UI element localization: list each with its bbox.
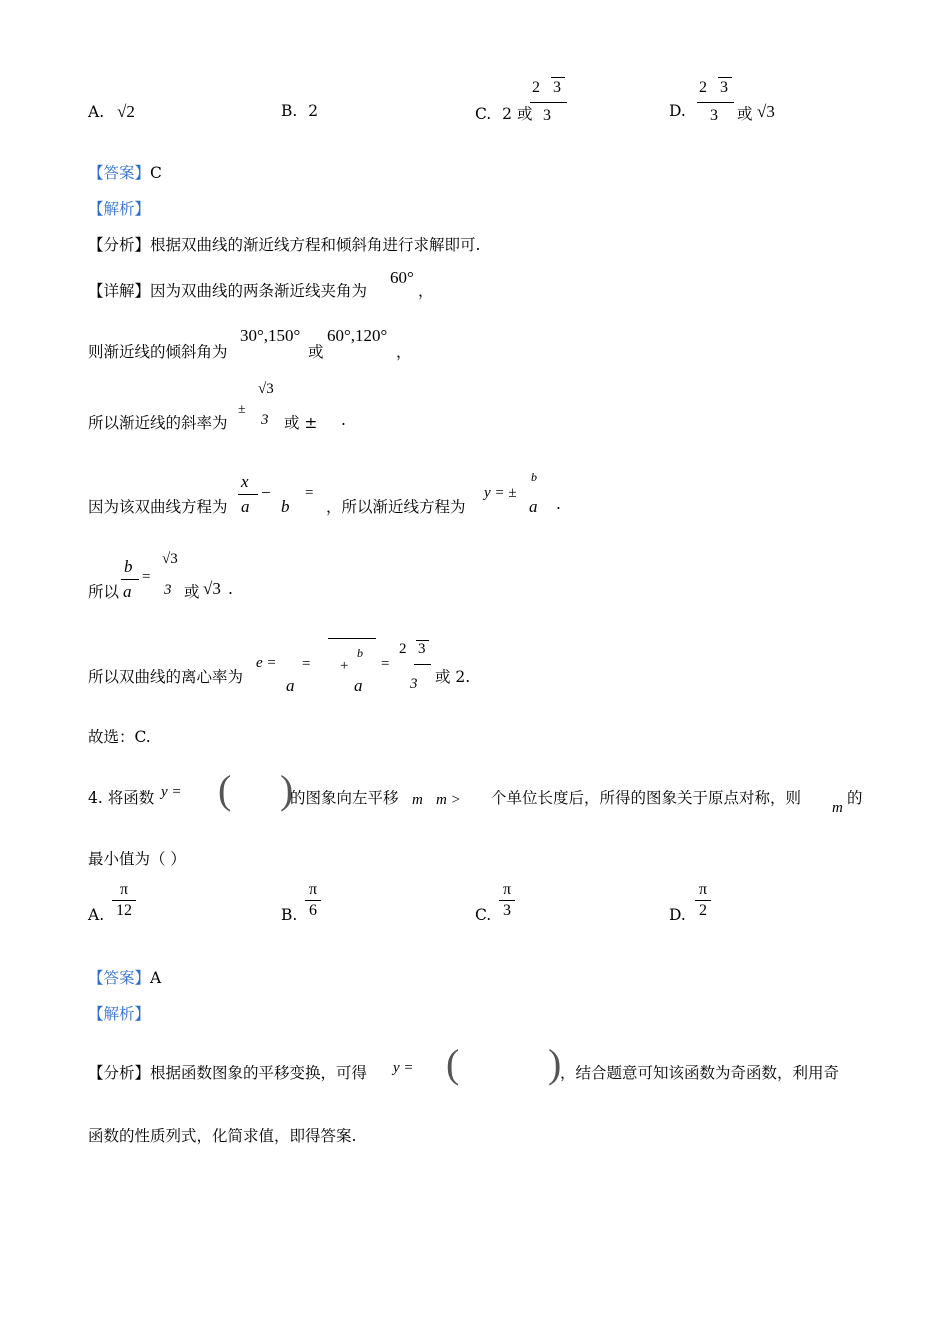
answer-value: A: [150, 969, 162, 987]
q3-line6-b: b: [357, 646, 363, 660]
answer-tag: 【答案】: [88, 969, 151, 987]
q4-option-c-frac: [499, 880, 515, 921]
q3-line6-root-bar: [328, 638, 376, 639]
q3-line4-a: a: [241, 497, 250, 516]
q4-stem-m: m: [412, 792, 423, 808]
q4-fenxi-line: [88, 1061, 367, 1083]
q3-option-d-sqrt-bar: [718, 77, 732, 78]
q3-line5-b: b: [124, 557, 133, 576]
q3-line4-end: .: [556, 495, 561, 513]
q4-option-b-den: 6: [309, 902, 317, 919]
q3-line6-frac-bar: [414, 664, 431, 665]
q4-stem-y: y =: [161, 784, 182, 800]
q3-line4-eq: =: [305, 485, 314, 501]
q3-fenxi-line: [88, 233, 480, 255]
q3-option-b: [281, 102, 318, 120]
q4-stem-b: 的图象向左平移: [290, 789, 399, 807]
q3-line5: 所以: [88, 583, 120, 601]
q3-line4-b2: b: [531, 470, 537, 484]
q3-line6: 所以双曲线的离心率为: [88, 668, 244, 686]
q3-line6-sqrt: 3: [418, 641, 426, 657]
q3-line4-frac-bar-1: [238, 494, 258, 495]
q3-line5-frac-bar: [121, 579, 139, 580]
fenxi-text: 根据双曲线的渐近线方程和倾斜角进行求解即可.: [150, 236, 481, 254]
q4-stem-m2: m: [832, 800, 843, 816]
q4-stem-e: 最小值为（ ）: [88, 850, 186, 868]
q3-option-c-sqrt: 3: [553, 79, 561, 96]
q3-line2: 则渐近线的倾斜角为: [88, 343, 228, 361]
q3-option-c-den: 3: [543, 107, 551, 124]
q3-line5-end: .: [228, 580, 233, 598]
q3-option-d-label: D.: [669, 102, 686, 120]
q4-option-d-den: 2: [699, 902, 707, 919]
q3-line3-den: 3: [261, 412, 269, 428]
q4-fenxi-y: y =: [393, 1060, 414, 1076]
q3-analysis-tag: 【解析】: [88, 200, 151, 218]
q4-stem-d: 的: [847, 789, 863, 807]
q3-line4-minus: −: [261, 483, 271, 502]
q3-line2-or: 或: [308, 343, 324, 361]
q4-option-a-den: 12: [116, 902, 132, 919]
q3-line6-den: 3: [410, 676, 418, 692]
q3-line5-a: a: [123, 582, 132, 601]
q3-line4-mid: ，所以渐近线方程为: [326, 498, 466, 516]
q4-fenxi-text-b: ，结合题意可知该函数为奇函数，利用奇: [560, 1064, 840, 1082]
q3-line3-sqrt: √3: [258, 381, 274, 397]
q4-option-b-label: B.: [281, 906, 298, 924]
q3-line2-math-a: 30°,150°: [240, 326, 301, 345]
q3-line5-val: √3: [203, 579, 221, 598]
q4-answer-line: [88, 966, 161, 988]
q3-line6-num: 2: [399, 641, 407, 657]
q3-line6-plus: +: [340, 658, 349, 674]
q3-option-d-den: 3: [710, 107, 718, 124]
q4-stem-paren-left: (: [218, 767, 232, 812]
q3-option-c-sqrt-bar: [551, 77, 565, 78]
q3-option-d-num: 2: [699, 79, 707, 96]
q4-option-d-frac: [695, 880, 711, 921]
q3-line6-eq1: =: [302, 656, 311, 672]
q3-answer-line: [88, 161, 162, 183]
q3-line6-a2: a: [354, 676, 363, 695]
q3-line4-b: b: [281, 497, 290, 516]
q3-option-c-label: C.: [475, 105, 492, 123]
q3-line6-end: 或 2.: [435, 668, 471, 686]
q3-option-a: [88, 102, 135, 122]
q4-option-b-num: π: [308, 881, 318, 898]
q3-line2-math-b: 60°,120°: [327, 326, 388, 345]
q3-line5-den: 3: [164, 582, 172, 598]
fenxi-tag: 【分析】: [88, 236, 151, 254]
q4-fenxi-text-c: 函数的性质列式，化简求值，即得答案.: [88, 1127, 357, 1145]
q3-option-c: [475, 102, 532, 124]
q3-line3-or: 或 ±: [284, 414, 318, 432]
q3-option-d-suffix: √3: [757, 102, 775, 121]
q3-line3: 所以渐近线的斜率为: [88, 414, 228, 432]
fenxi-tag: 【分析】: [88, 1064, 151, 1082]
q3-option-c-frac-bar: [530, 102, 567, 103]
q4-fenxi-paren-left: (: [446, 1041, 460, 1086]
q4-option-d-num: π: [698, 881, 708, 898]
q3-line6-a: a: [286, 676, 295, 695]
q3-line6-e: e =: [256, 655, 277, 671]
answer-tag: 【答案】: [88, 164, 151, 182]
q3-line5-sqrt: √3: [162, 551, 178, 567]
xiangjie-tag: 【详解】: [88, 282, 151, 300]
q4-option-a-num: π: [119, 881, 129, 898]
q4-option-d-label: D.: [669, 906, 686, 924]
q4-stem-a: 4. 将函数: [88, 789, 155, 807]
q3-option-d: [669, 102, 686, 120]
q4-fenxi-paren-right: ): [548, 1041, 562, 1086]
q3-line4: 因为该双曲线方程为: [88, 498, 228, 516]
q4-option-c-label: C.: [475, 906, 492, 924]
q4-stem-paren-right: ): [280, 767, 294, 812]
q3-line1-end: ，: [418, 282, 434, 300]
q4-analysis-tag: 【解析】: [88, 1005, 151, 1023]
q4-option-b-frac: [305, 880, 321, 921]
fenxi-text: 根据函数图象的平移变换，可得: [150, 1064, 368, 1082]
q4-stem-c: 个单位长度后，所得的图象关于原点对称，则: [491, 789, 802, 807]
q3-line6-eq2: =: [381, 656, 390, 672]
q3-line4-y: y = ±: [484, 485, 517, 501]
q4-option-a-frac: [112, 880, 136, 921]
answer-value: C: [150, 164, 162, 182]
q3-option-c-num: 2: [532, 79, 540, 96]
q3-line4-x: x: [241, 472, 249, 491]
q4-option-a-label: A.: [88, 906, 105, 924]
q3-line2-end: ，: [396, 343, 412, 361]
q3-option-d-frac-bar: [697, 102, 734, 103]
q3-line5-eq: =: [142, 569, 151, 585]
q3-line4-a2: a: [529, 497, 538, 516]
q3-line3-pm: ±: [238, 402, 246, 417]
q3-option-b-value: 2: [308, 102, 319, 120]
q3-option-a-label: A.: [88, 103, 105, 121]
q4-stem-cond: m >: [436, 792, 461, 808]
q4-option-c-den: 3: [503, 902, 511, 919]
q3-option-b-label: B.: [281, 102, 298, 120]
q3-option-c-prefix: 2 或: [502, 105, 533, 123]
q4-option-c-num: π: [502, 881, 512, 898]
q3-line1-math: 60°: [390, 268, 414, 287]
q3-option-d-mid: 或: [737, 105, 753, 123]
q3-line1: 【详解】因为双曲线的两条渐近线夹角为: [88, 282, 368, 300]
q3-line5-or: 或: [184, 583, 200, 601]
q3-line7: 故选：C.: [88, 728, 151, 746]
q3-option-a-value: √2: [117, 102, 135, 121]
q3-option-d-sqrt: 3: [720, 79, 728, 96]
q3-line3-end: .: [341, 411, 346, 429]
